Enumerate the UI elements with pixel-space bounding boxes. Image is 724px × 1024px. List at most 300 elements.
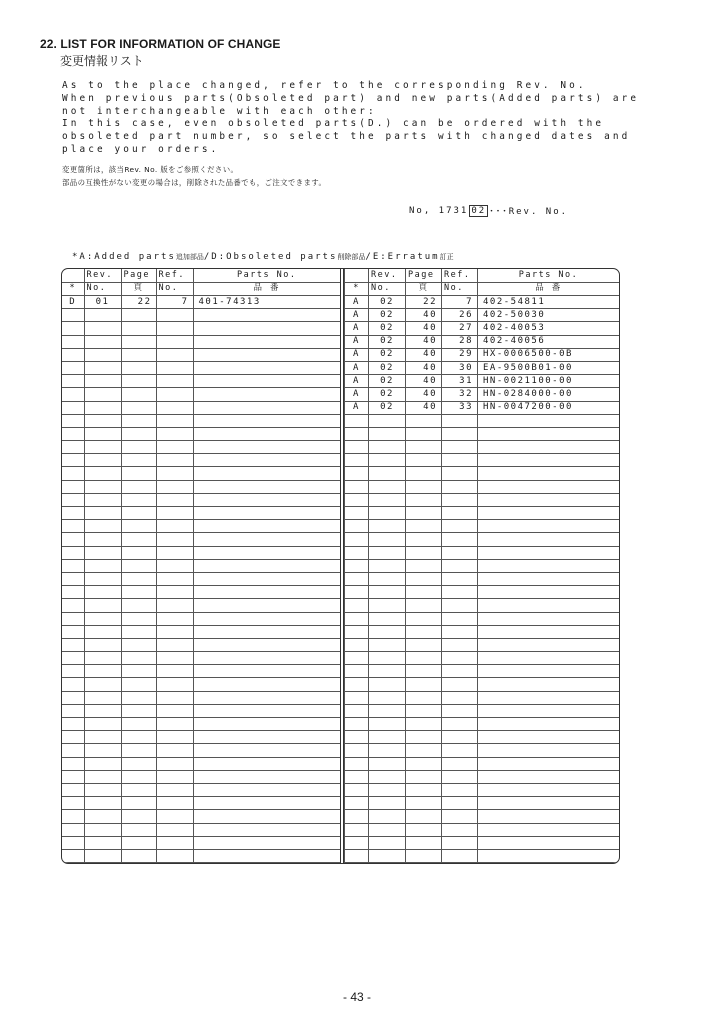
row-type: A — [345, 348, 369, 361]
row-part-number — [193, 612, 341, 625]
row-type — [345, 520, 369, 533]
row-page — [406, 599, 442, 612]
row-rev — [369, 599, 406, 612]
table-row — [62, 783, 341, 796]
row-page — [406, 704, 442, 717]
table-row — [62, 744, 341, 757]
row-ref — [156, 388, 193, 401]
row-ref — [442, 770, 478, 783]
table-row — [62, 586, 341, 599]
row-ref — [442, 665, 478, 678]
row-type — [62, 520, 84, 533]
table-row — [62, 520, 341, 533]
row-part-number — [193, 348, 341, 361]
table-row — [62, 480, 341, 493]
table-row — [345, 493, 620, 506]
row-page — [406, 638, 442, 651]
table-row — [345, 441, 620, 454]
row-part-number — [478, 599, 620, 612]
table-row — [62, 625, 341, 638]
table-row — [345, 731, 620, 744]
row-type — [62, 704, 84, 717]
row-ref — [156, 335, 193, 348]
row-type: A — [345, 388, 369, 401]
header-page: Page — [121, 269, 156, 282]
row-ref — [442, 652, 478, 665]
row-ref — [156, 586, 193, 599]
row-page — [406, 797, 442, 810]
row-type — [345, 612, 369, 625]
row-page — [121, 757, 156, 770]
table-row — [345, 467, 620, 480]
row-rev — [84, 665, 121, 678]
row-rev: 02 — [369, 375, 406, 388]
row-type — [62, 638, 84, 651]
table-row — [62, 704, 341, 717]
table-row — [345, 836, 620, 849]
legend-added-jp: 追加部品 — [175, 253, 204, 261]
table-row — [62, 361, 341, 374]
row-page — [406, 652, 442, 665]
row-ref — [156, 414, 193, 427]
table-row — [62, 718, 341, 731]
row-page — [121, 652, 156, 665]
row-page — [406, 612, 442, 625]
row-page — [121, 507, 156, 520]
row-page — [121, 612, 156, 625]
row-rev — [369, 638, 406, 651]
row-ref — [156, 612, 193, 625]
row-page: 40 — [406, 322, 442, 335]
row-type — [345, 493, 369, 506]
row-rev — [84, 586, 121, 599]
row-rev — [369, 612, 406, 625]
row-page — [121, 572, 156, 585]
row-rev: 02 — [369, 348, 406, 361]
header-star — [345, 269, 369, 282]
row-ref — [442, 546, 478, 559]
table-row — [345, 322, 620, 335]
row-part-number — [478, 507, 620, 520]
row-type — [345, 559, 369, 572]
table-row — [345, 586, 620, 599]
row-page — [121, 836, 156, 849]
row-rev — [84, 704, 121, 717]
row-page — [121, 546, 156, 559]
header-page: Page — [406, 269, 442, 282]
row-page — [121, 401, 156, 414]
row-part-number — [193, 388, 341, 401]
table-row — [345, 612, 620, 625]
row-part-number — [193, 652, 341, 665]
row-ref: 7 — [442, 296, 478, 309]
table-row — [345, 797, 620, 810]
row-ref — [156, 770, 193, 783]
row-page — [406, 467, 442, 480]
row-rev — [84, 572, 121, 585]
row-rev: 02 — [369, 296, 406, 309]
change-list-sheet — [61, 268, 620, 864]
row-page — [121, 599, 156, 612]
row-type — [345, 414, 369, 427]
row-part-number — [193, 454, 341, 467]
row-page — [121, 691, 156, 704]
row-type — [62, 652, 84, 665]
row-part-number — [478, 533, 620, 546]
row-rev — [369, 454, 406, 467]
row-rev — [369, 810, 406, 823]
row-part-number — [193, 625, 341, 638]
row-rev — [369, 678, 406, 691]
table-row — [345, 454, 620, 467]
row-ref — [156, 836, 193, 849]
row-page — [121, 480, 156, 493]
table-row — [62, 546, 341, 559]
row-part-number — [193, 599, 341, 612]
row-rev — [84, 744, 121, 757]
rev-ref-prefix: No, 1731 — [409, 205, 469, 216]
row-type: A — [345, 296, 369, 309]
table-row — [345, 348, 620, 361]
row-rev — [84, 546, 121, 559]
row-type — [62, 533, 84, 546]
change-table-left — [62, 269, 341, 863]
row-type — [345, 718, 369, 731]
row-page — [406, 427, 442, 440]
table-row — [62, 401, 341, 414]
legend — [72, 252, 454, 262]
table-row — [345, 757, 620, 770]
row-rev — [369, 480, 406, 493]
row-type — [62, 309, 84, 322]
row-rev: 02 — [369, 309, 406, 322]
row-type — [62, 507, 84, 520]
row-part-number — [193, 546, 341, 559]
row-ref — [156, 731, 193, 744]
row-type — [62, 836, 84, 849]
row-part-number — [193, 322, 341, 335]
row-ref: 29 — [442, 348, 478, 361]
row-ref — [156, 546, 193, 559]
table-row — [62, 414, 341, 427]
table-row — [62, 467, 341, 480]
table-row — [62, 322, 341, 335]
row-type — [62, 493, 84, 506]
row-ref: 30 — [442, 361, 478, 374]
row-rev — [84, 718, 121, 731]
row-ref — [156, 638, 193, 651]
header-ref-no: No. — [442, 282, 478, 296]
row-page — [406, 691, 442, 704]
table-row — [345, 691, 620, 704]
row-ref — [156, 427, 193, 440]
row-page — [121, 704, 156, 717]
row-type — [62, 375, 84, 388]
row-ref — [442, 731, 478, 744]
row-page — [121, 533, 156, 546]
row-ref — [156, 625, 193, 638]
row-rev — [369, 533, 406, 546]
row-type — [345, 572, 369, 585]
row-type — [62, 797, 84, 810]
row-ref — [156, 599, 193, 612]
row-type: A — [345, 335, 369, 348]
row-rev — [369, 836, 406, 849]
row-page — [121, 731, 156, 744]
row-rev — [369, 546, 406, 559]
row-ref — [156, 559, 193, 572]
row-page — [121, 718, 156, 731]
row-rev — [369, 493, 406, 506]
table-row — [62, 810, 341, 823]
row-part-number — [193, 836, 341, 849]
row-rev — [84, 520, 121, 533]
intro-jp-line: 変更箇所は，該当Rev. No. 版をご参照ください。 — [62, 165, 239, 174]
row-ref — [442, 783, 478, 796]
row-rev — [84, 599, 121, 612]
row-rev — [84, 612, 121, 625]
section-subtitle-jp: 変更情報リスト — [60, 54, 144, 68]
row-page — [121, 322, 156, 335]
row-rev — [369, 467, 406, 480]
row-ref — [442, 691, 478, 704]
row-part-number — [193, 757, 341, 770]
row-type — [345, 849, 369, 862]
row-ref — [156, 493, 193, 506]
row-ref — [442, 704, 478, 717]
row-type — [62, 586, 84, 599]
row-part-number — [478, 783, 620, 796]
legend-added: *A:Added parts — [72, 252, 176, 262]
row-rev — [84, 335, 121, 348]
row-page — [121, 625, 156, 638]
row-rev — [84, 559, 121, 572]
row-ref — [442, 454, 478, 467]
row-type — [62, 625, 84, 638]
table-row — [62, 770, 341, 783]
row-part-number: HX-0006500-0B — [478, 348, 620, 361]
row-page — [406, 625, 442, 638]
table-row — [345, 401, 620, 414]
table-row — [62, 388, 341, 401]
row-type — [62, 572, 84, 585]
row-rev — [84, 348, 121, 361]
row-rev — [84, 414, 121, 427]
row-part-number — [478, 427, 620, 440]
table-row — [62, 507, 341, 520]
row-ref — [156, 361, 193, 374]
row-page — [406, 718, 442, 731]
row-type — [62, 414, 84, 427]
row-type — [345, 770, 369, 783]
header-page-jp: 頁 — [121, 282, 156, 296]
row-type — [62, 718, 84, 731]
row-ref — [442, 836, 478, 849]
row-page — [406, 533, 442, 546]
table-row — [345, 652, 620, 665]
row-rev — [369, 744, 406, 757]
row-part-number — [478, 586, 620, 599]
row-rev — [369, 757, 406, 770]
row-part-number — [478, 718, 620, 731]
row-type — [62, 678, 84, 691]
row-ref — [442, 823, 478, 836]
row-part-number — [478, 454, 620, 467]
row-type — [345, 599, 369, 612]
row-type — [62, 691, 84, 704]
row-page — [406, 507, 442, 520]
row-part-number — [193, 493, 341, 506]
header-page-jp: 頁 — [406, 282, 442, 296]
row-type — [345, 744, 369, 757]
row-type — [345, 691, 369, 704]
row-ref — [442, 520, 478, 533]
row-rev — [84, 757, 121, 770]
row-page — [406, 849, 442, 862]
row-ref — [156, 467, 193, 480]
row-page — [406, 783, 442, 796]
row-type — [62, 480, 84, 493]
row-page: 40 — [406, 375, 442, 388]
row-rev — [369, 572, 406, 585]
row-type — [345, 480, 369, 493]
row-page — [406, 823, 442, 836]
row-page — [121, 414, 156, 427]
row-ref: 26 — [442, 309, 478, 322]
row-part-number — [193, 427, 341, 440]
row-part-number — [193, 849, 341, 862]
row-part-number: 401-74313 — [193, 296, 341, 309]
legend-obsoleted: /D:Obsoleted parts — [203, 252, 338, 262]
row-rev — [84, 810, 121, 823]
row-part-number — [478, 757, 620, 770]
row-page — [406, 678, 442, 691]
row-part-number — [193, 783, 341, 796]
table-row — [62, 296, 341, 309]
row-page — [121, 559, 156, 572]
table-row — [62, 731, 341, 744]
row-part-number — [193, 533, 341, 546]
row-ref — [156, 322, 193, 335]
row-rev — [84, 731, 121, 744]
header-parts-jp: 品 番 — [193, 282, 341, 296]
row-page — [121, 427, 156, 440]
row-type — [345, 586, 369, 599]
row-part-number — [478, 612, 620, 625]
table-row — [62, 375, 341, 388]
row-part-number — [193, 520, 341, 533]
row-page — [406, 572, 442, 585]
table-row — [62, 493, 341, 506]
row-ref — [156, 849, 193, 862]
row-ref: 33 — [442, 401, 478, 414]
row-part-number — [478, 810, 620, 823]
row-ref — [442, 467, 478, 480]
row-page — [406, 480, 442, 493]
row-rev — [369, 427, 406, 440]
row-page — [121, 678, 156, 691]
row-ref — [442, 559, 478, 572]
table-row — [345, 427, 620, 440]
row-type — [62, 599, 84, 612]
row-rev — [84, 322, 121, 335]
table-row — [345, 704, 620, 717]
row-rev — [369, 718, 406, 731]
table-row — [345, 414, 620, 427]
intro-line: not interchangeable with each other: — [62, 105, 377, 117]
table-row — [62, 533, 341, 546]
row-rev — [84, 783, 121, 796]
row-type — [62, 810, 84, 823]
row-part-number — [478, 678, 620, 691]
header-rev-no: No. — [369, 282, 406, 296]
row-page: 40 — [406, 348, 442, 361]
row-part-number: HN-0047200-00 — [478, 401, 620, 414]
row-rev — [84, 361, 121, 374]
row-type — [345, 757, 369, 770]
row-ref: 31 — [442, 375, 478, 388]
row-rev — [84, 441, 121, 454]
row-part-number — [478, 414, 620, 427]
row-ref — [156, 507, 193, 520]
row-page: 40 — [406, 401, 442, 414]
header-ref: Ref. — [442, 269, 478, 282]
row-page: 40 — [406, 361, 442, 374]
table-row — [345, 718, 620, 731]
row-ref — [156, 454, 193, 467]
row-part-number — [193, 586, 341, 599]
table-row — [345, 849, 620, 862]
row-part-number — [478, 731, 620, 744]
row-type — [62, 823, 84, 836]
table-row — [345, 823, 620, 836]
row-rev — [84, 678, 121, 691]
intro-line: When previous parts(Obsoleted part) and new parts(Added parts) are — [62, 92, 640, 104]
row-part-number — [193, 309, 341, 322]
legend-obsoleted-jp: 削除部品 — [337, 253, 366, 261]
row-part-number — [478, 467, 620, 480]
row-type — [62, 454, 84, 467]
row-ref — [156, 533, 193, 546]
row-rev — [369, 414, 406, 427]
row-page — [121, 388, 156, 401]
row-type: A — [345, 322, 369, 335]
row-page: 40 — [406, 388, 442, 401]
row-page — [406, 770, 442, 783]
row-rev — [84, 309, 121, 322]
row-type — [345, 533, 369, 546]
row-part-number — [478, 480, 620, 493]
table-row — [62, 348, 341, 361]
row-ref — [156, 691, 193, 704]
row-part-number: 402-54811 — [478, 296, 620, 309]
row-part-number — [478, 520, 620, 533]
row-part-number — [478, 572, 620, 585]
row-rev — [84, 454, 121, 467]
row-page — [406, 546, 442, 559]
row-ref — [442, 757, 478, 770]
header-star: * — [62, 282, 84, 296]
row-ref — [156, 309, 193, 322]
row-rev — [369, 823, 406, 836]
row-rev — [369, 849, 406, 862]
row-type — [345, 836, 369, 849]
row-rev — [84, 375, 121, 388]
header-rev: Rev. — [84, 269, 121, 282]
row-rev — [84, 638, 121, 651]
row-rev — [84, 652, 121, 665]
table-row — [345, 638, 620, 651]
